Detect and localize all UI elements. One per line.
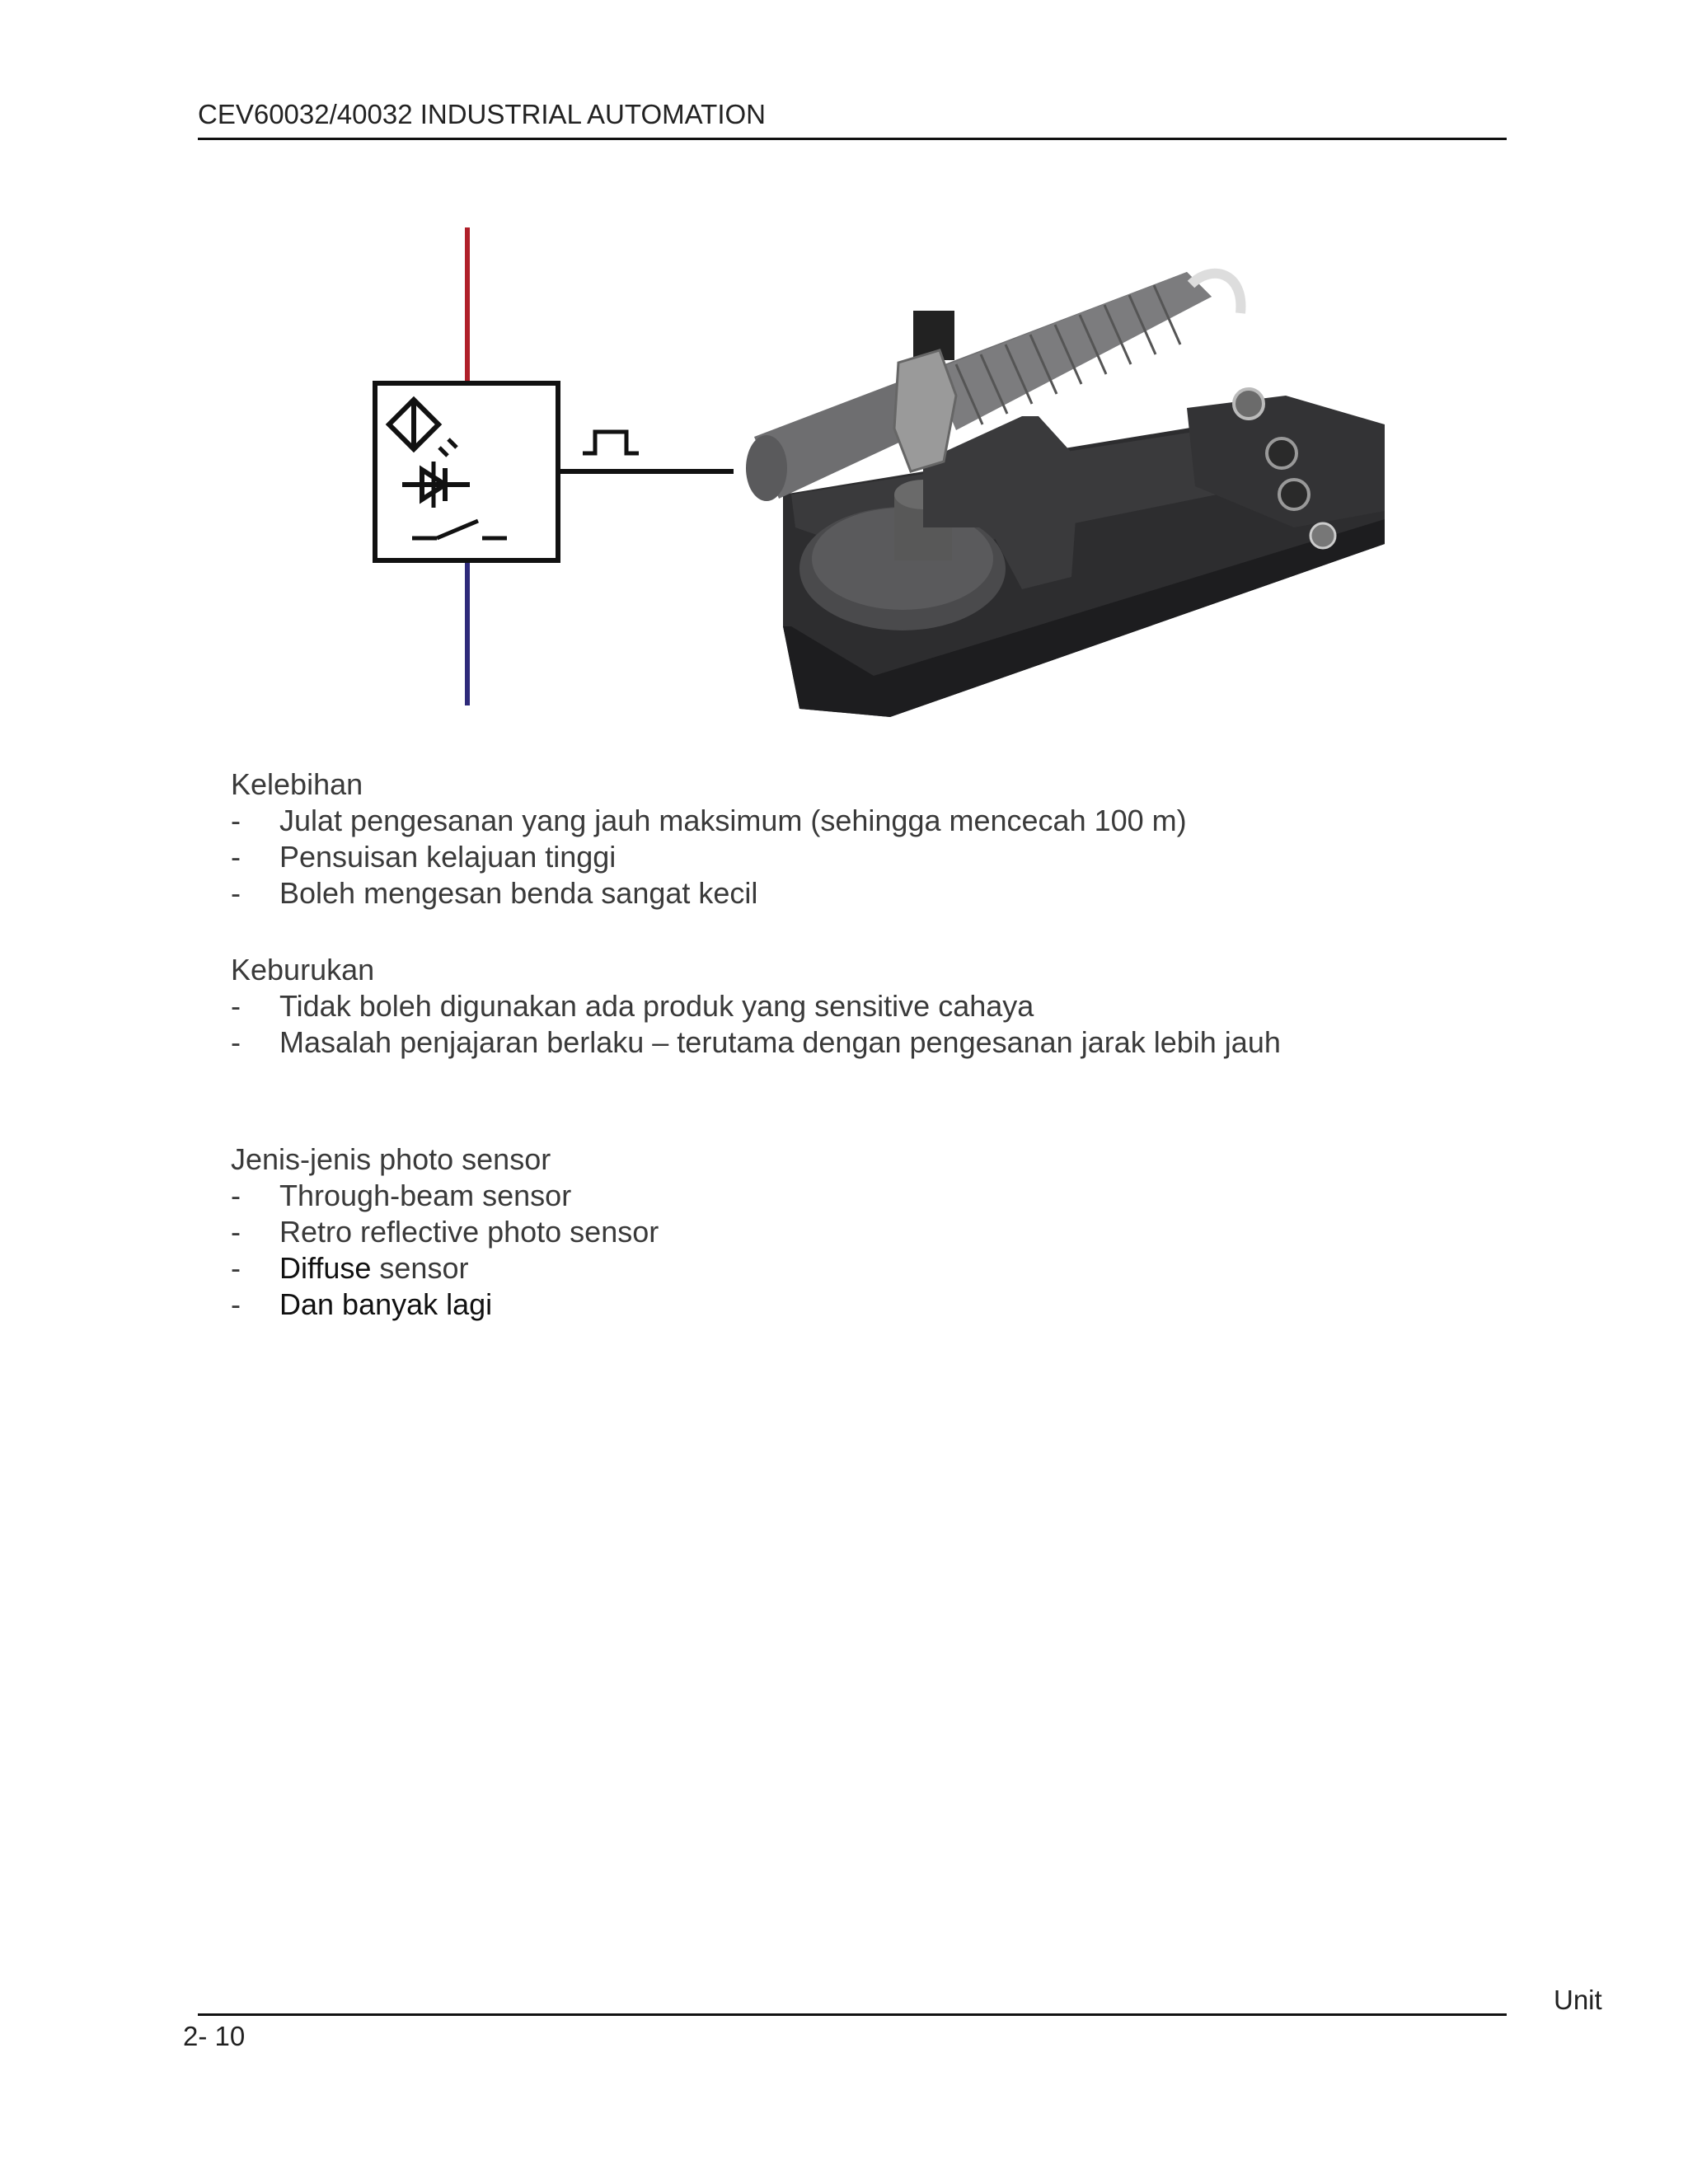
jenis-title: Jenis-jenis photo sensor [231,1142,551,1176]
sensor-figure [363,214,1401,742]
list-item: - Masalah penjajaran berlaku – terutama dengan pengesanan jarak lebih jauh [231,1025,1281,1059]
keburukan-section [231,952,1281,1061]
list-item: - Through-beam sensor [231,1179,572,1212]
list-item: - Boleh mengesan benda sangat kecil [231,876,758,910]
document-header-title: CEV60032/40032 INDUSTRIAL AUTOMATION [198,99,766,129]
list-item: - Tidak boleh digunakan ada produk yang sensitive cahaya [231,989,1034,1023]
page-number: 2- 10 [183,2021,246,2051]
kelebihan-section [231,766,1187,912]
list-item: - Diffuse sensor [231,1251,469,1285]
keburukan-list [231,988,1281,1061]
kelebihan-title: Kelebihan [231,767,363,801]
list-item: - Pensuisan kelajuan tinggi [231,840,617,874]
jenis-section [231,1141,659,1323]
jenis-list [231,1178,659,1323]
footer-rule [198,2013,1507,2016]
list-item: - Retro reflective photo sensor [231,1215,659,1249]
keburukan-title: Keburukan [231,953,375,987]
list-item: - Dan banyak lagi [231,1287,493,1321]
list-item: - Julat pengesanan yang jauh maksimum (sehingga mencecah 100 m) [231,804,1187,837]
kelebihan-list [231,803,1187,912]
header-rule [198,138,1507,140]
sensor-photo [746,272,1385,717]
photo-sensor-symbol [375,227,734,705]
footer-unit-label: Unit [1554,1985,1602,2015]
